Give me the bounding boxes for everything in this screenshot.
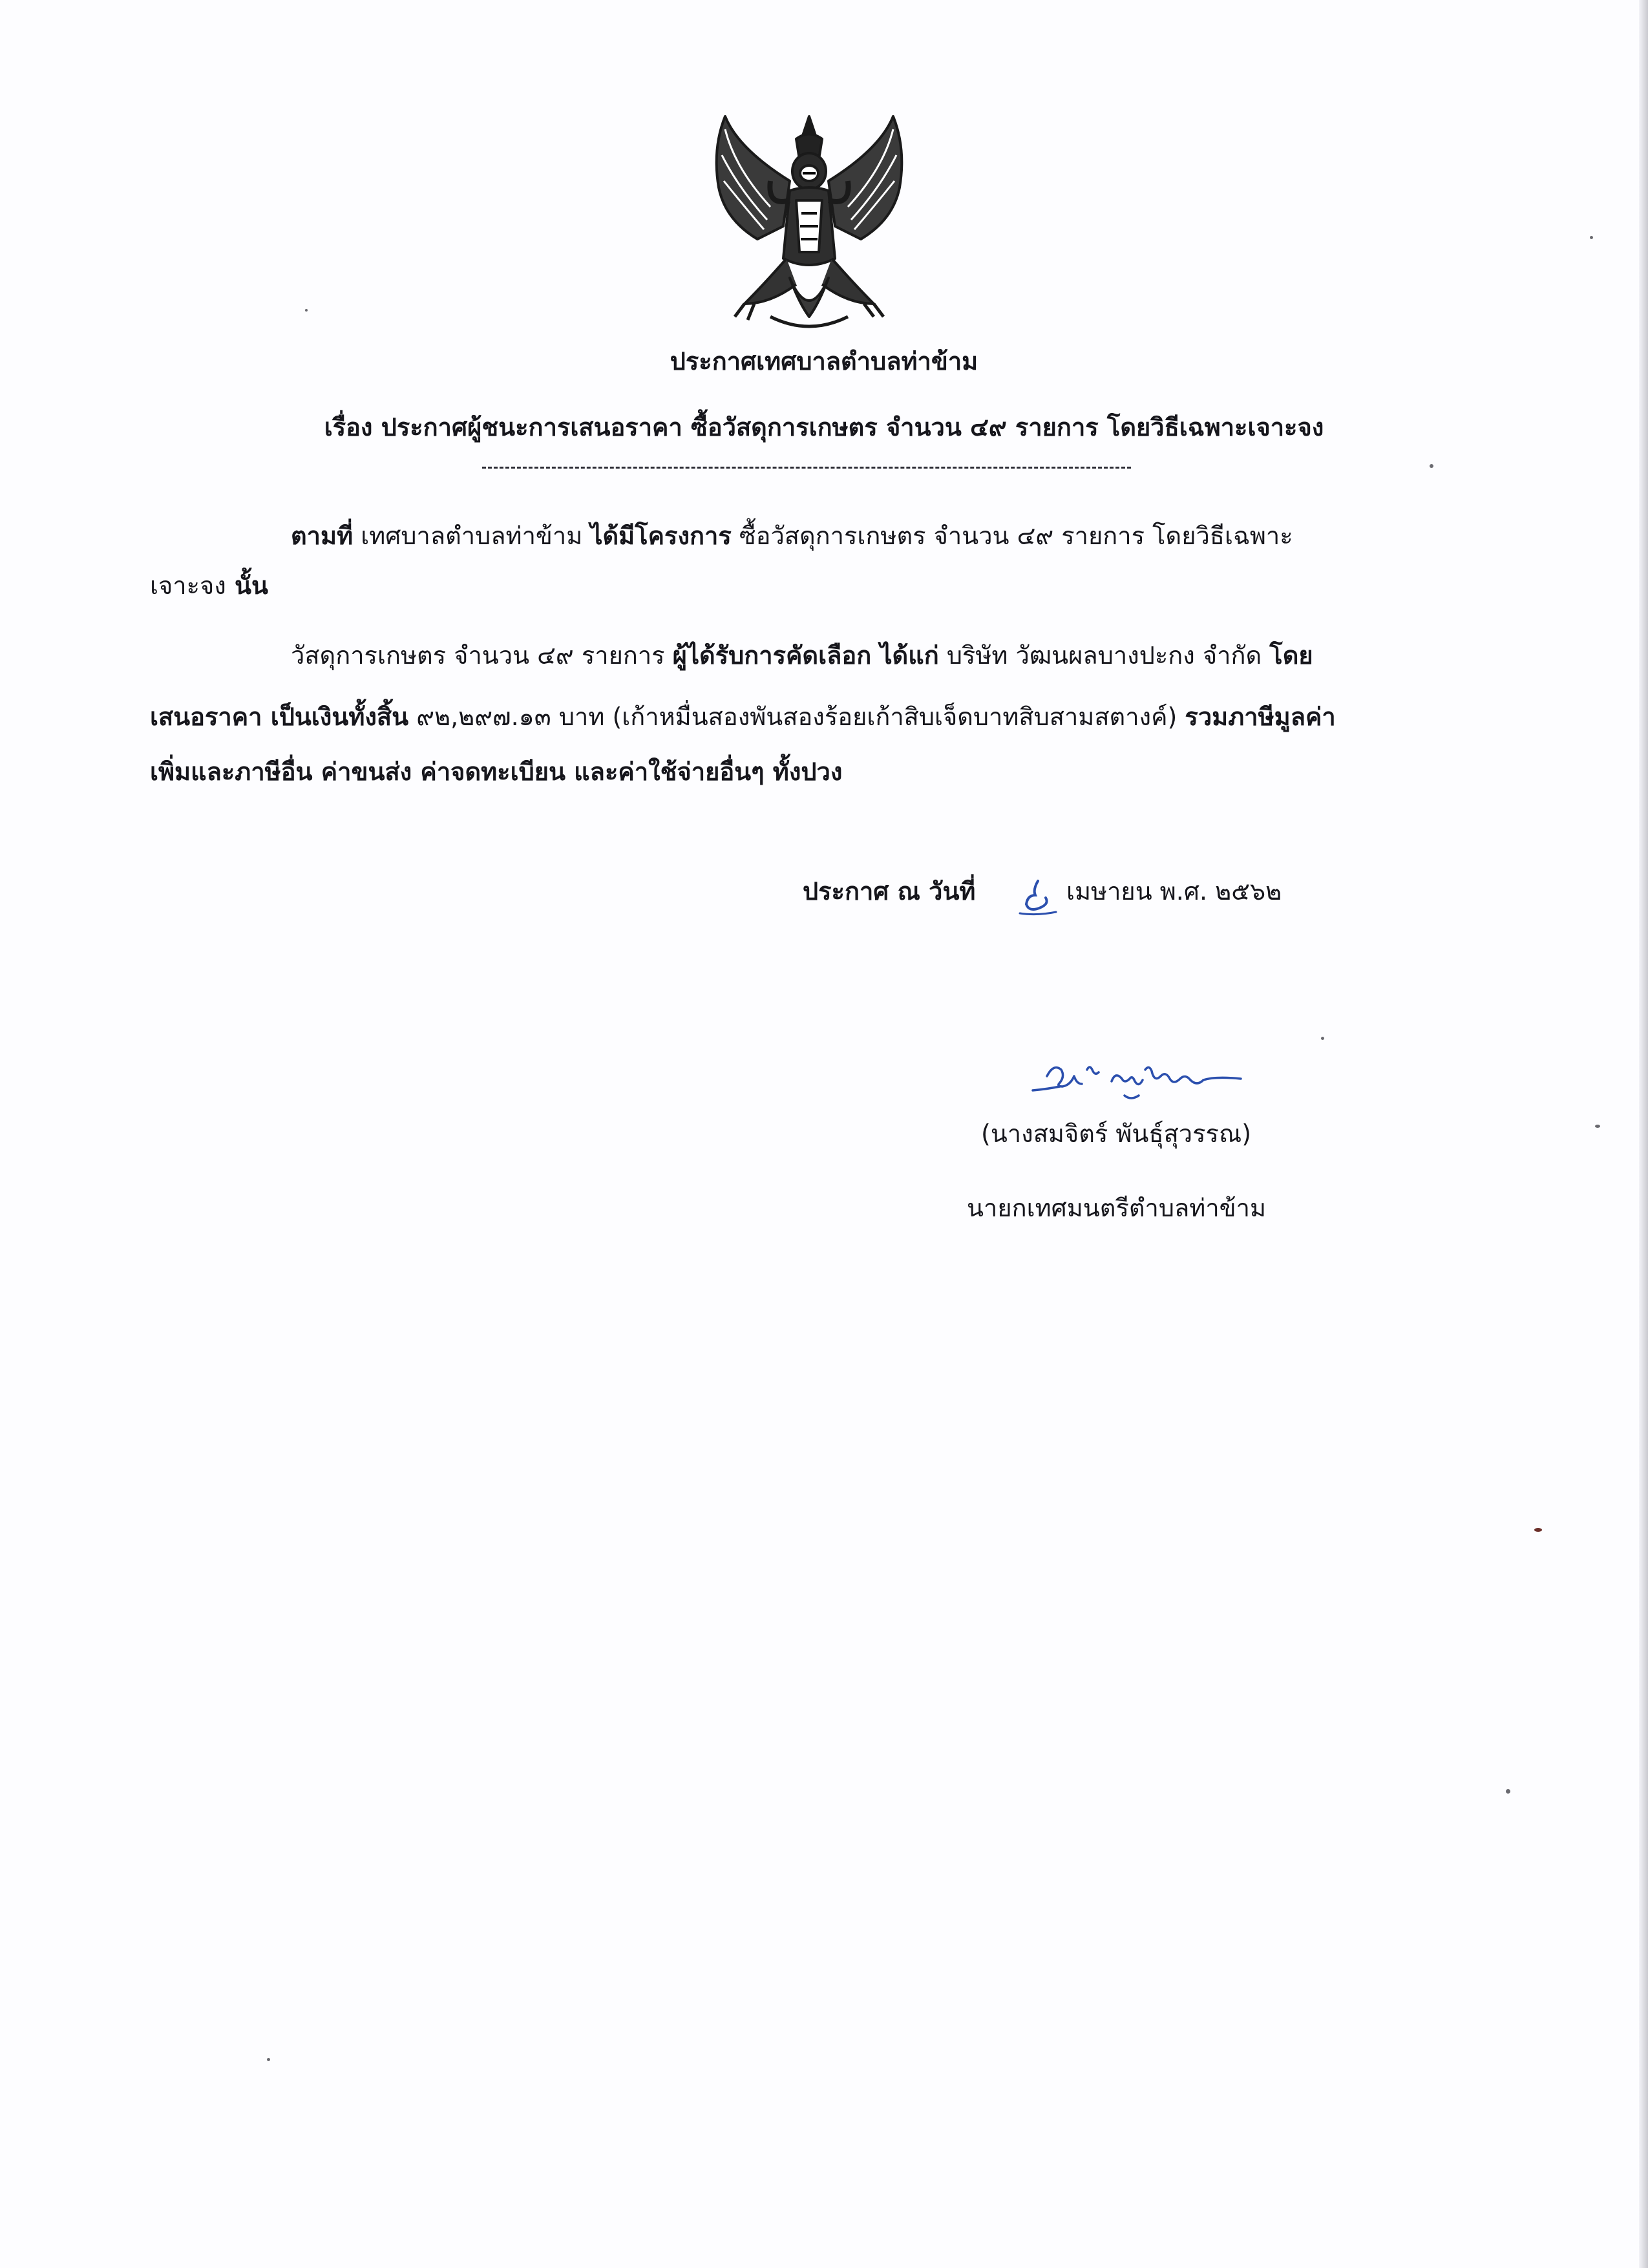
para1-project: ซื้อวัสดุการเกษตร จำนวน ๔๙ รายการ โดยวิธีเฉพาะ [731,522,1293,550]
document-subject: เรื่อง ประกาศผู้ชนะการเสนอราคา ซื้อวัสดุการเกษตร จำนวน ๔๙ รายการ โดยวิธีเฉพาะเจาะจง [324,413,1324,441]
paragraph-2-line-1 [291,643,1313,668]
para2-vat-label: รวมภาษีมูลค่า [1185,703,1336,731]
handwritten-signature [1028,1050,1247,1108]
para1-lead: ตามที่ [291,522,354,550]
para1-closing: นั้น [226,571,269,600]
scan-speck [1321,1037,1324,1040]
paragraph-2-line-3: เพิ่มและภาษีอื่น ค่าขนส่ง ค่าจดทะเบียน และค่าใช้จ่ายอื่นๆ ทั้งปวง [150,758,843,786]
para2-winner-label: ผู้ได้รับการคัดเลือก ได้แก่ [672,641,939,670]
garuda-emblem-icon [699,110,919,343]
para2-items: วัสดุการเกษตร จำนวน ๔๙ รายการ [291,641,673,670]
title-divider [482,467,1131,469]
date-prefix: ประกาศ ณ วันที่ [803,877,976,906]
signer-position: นายกเทศมนตรีตำบลท่าข้าม [967,1194,1267,1222]
scan-speck [267,2058,270,2061]
para1-agency: เทศบาลตำบลท่าข้าม [353,522,591,550]
scan-speck [1590,236,1593,239]
scan-speck [1506,1789,1510,1794]
signer-name: (นางสมจิตร์ พันธุ์สุวรรณ) [981,1119,1252,1148]
date-suffix: เมษายน พ.ศ. ๒๕๖๒ [1066,877,1282,906]
paragraph-1-line-2 [150,573,268,598]
paragraph-1-line-1 [291,524,1293,548]
para1-project-label: ได้มีโครงการ [590,522,732,550]
scan-speck [305,309,308,312]
scan-speck [1595,1125,1600,1128]
para2-company: บริษัท วัฒนผลบางปะกง จำกัด [938,641,1270,670]
scan-edge [1639,0,1648,2268]
handwritten-day [1013,876,1059,921]
scan-speck [1534,1528,1542,1532]
paragraph-2-line-2 [150,705,1336,729]
para2-by: โดย [1269,641,1313,670]
para2-total-label: เสนอราคา เป็นเงินทั้งสิ้น [150,703,409,731]
scan-speck [1430,464,1433,468]
para1-project-end: เจาะจง [150,571,226,600]
document-title: ประกาศเทศบาลตำบลท่าข้าม [670,347,978,376]
para2-amount: ๙๒,๒๙๗.๑๓ บาท (เก้าหมื่นสองพันสองร้อยเก้าสิบเจ็ดบาทสิบสามสตางค์) [408,703,1185,731]
